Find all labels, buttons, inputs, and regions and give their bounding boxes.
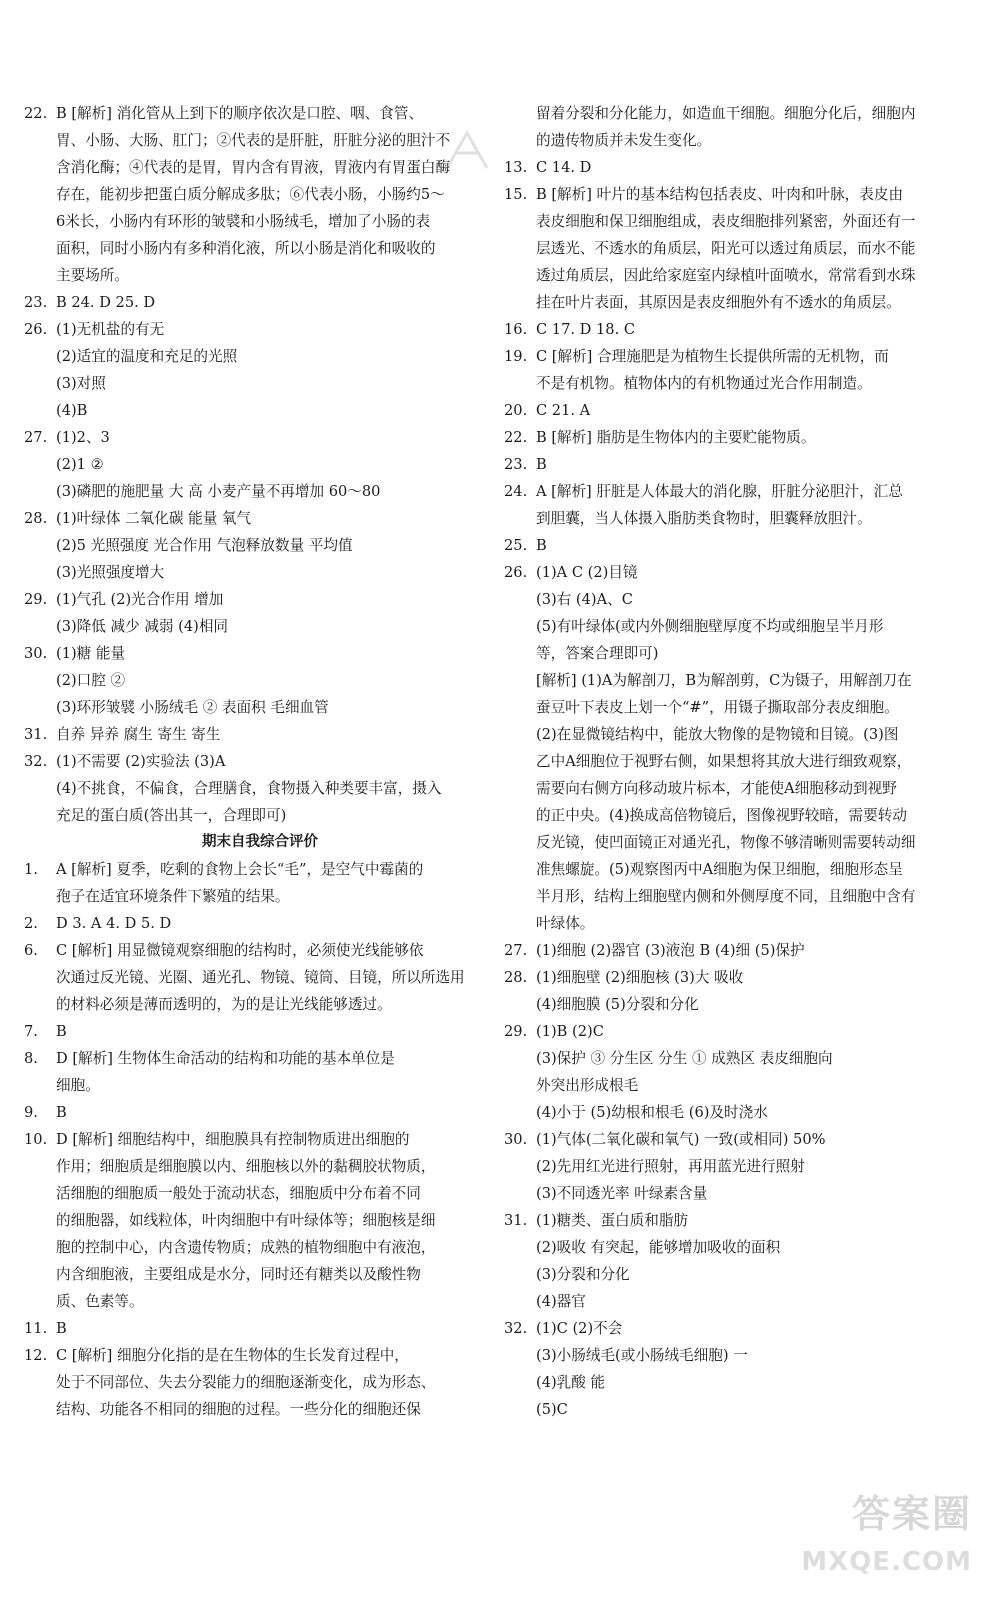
answer-line: C 14. D bbox=[536, 159, 592, 176]
answer-line: 孢子在适宜环境条件下繁殖的结果。 bbox=[56, 888, 290, 905]
answer-line: (1)A C (2)目镜 bbox=[536, 564, 638, 581]
answer-line: (3)光照强度增大 bbox=[56, 564, 165, 581]
answer-entry bbox=[24, 1099, 476, 1126]
question-number: 7. bbox=[24, 1023, 38, 1040]
watermark-top-text: 答案圈 bbox=[851, 1492, 972, 1536]
answer-entry bbox=[24, 100, 476, 289]
answer-line: (4)细胞膜 (5)分裂和分化 bbox=[536, 996, 699, 1013]
answer-line: (1)细胞 (2)器官 (3)液泡 B (4)细 (5)保护 bbox=[536, 942, 805, 959]
answer-entry bbox=[24, 1315, 476, 1342]
answer-entry bbox=[504, 1018, 969, 1126]
answer-line: (2)先用红光进行照射，再用蓝光进行照射 bbox=[536, 1158, 805, 1175]
answer-line: 胃、小肠、大肠、肛门；②代表的是肝脏，肝脏分泌的胆汁不 bbox=[56, 132, 451, 149]
answer-line: 外突出形成根毛 bbox=[536, 1077, 639, 1094]
answer-line: 充足的蛋白质(答出其一，合理即可) bbox=[56, 807, 287, 824]
answer-entry bbox=[504, 451, 969, 478]
answer-line: (1)叶绿体 二氧化碳 能量 氧气 bbox=[56, 510, 252, 527]
answer-line: (1)糖类、蛋白质和脂肪 bbox=[536, 1212, 689, 1229]
answer-line: (2)吸收 有突起，能够增加吸收的面积 bbox=[536, 1239, 781, 1256]
right-column bbox=[504, 100, 969, 1423]
answer-entry bbox=[504, 100, 969, 154]
answer-entry bbox=[24, 856, 476, 910]
answer-line: (4)乳酸 能 bbox=[536, 1374, 606, 1391]
answer-line: 内含细胞液，主要组成是水分，同时还有糖类以及酸性物 bbox=[56, 1266, 421, 1283]
answer-entry bbox=[504, 937, 969, 964]
answer-line: 存在，能初步把蛋白质分解成多肽；⑥代表小肠，小肠约5～ bbox=[56, 186, 445, 203]
answer-line: C 21. A bbox=[536, 402, 591, 419]
answer-line: C [解析] 合理施肥是为植物生长提供所需的无机物，而 bbox=[536, 348, 889, 365]
answer-line: B 24. D 25. D bbox=[56, 294, 156, 311]
answer-entry bbox=[504, 532, 969, 559]
answer-line: (4)B bbox=[56, 402, 88, 419]
question-number: 27. bbox=[504, 942, 528, 959]
question-number: 24. bbox=[504, 483, 528, 500]
answer-line: (1)气体(二氧化碳和氧气) 一致(或相同) 50% bbox=[536, 1131, 826, 1148]
answer-line: (3)分裂和分化 bbox=[536, 1266, 630, 1283]
answer-line: C [解析] 细胞分化指的是在生物体的生长发育过程中， bbox=[56, 1347, 409, 1364]
question-number: 31. bbox=[24, 726, 48, 743]
answer-line: (1)2、3 bbox=[56, 429, 110, 446]
answer-line: A [解析] 夏季，吃剩的食物上会长“毛”，是空气中霉菌的 bbox=[56, 861, 424, 878]
section-title: 期末自我综合评价 bbox=[202, 834, 318, 850]
question-number: 15. bbox=[504, 186, 528, 203]
answer-line: (5)有叶绿体(或内外侧细胞壁厚度不均或细胞呈半月形 bbox=[536, 618, 884, 635]
answer-line: 作用；细胞质是细胞膜以内、细胞核以外的黏稠胶状物质， bbox=[56, 1158, 436, 1175]
answer-line: B bbox=[536, 456, 547, 473]
question-number: 22. bbox=[24, 105, 48, 122]
watermark-logo bbox=[792, 1492, 972, 1578]
question-number: 29. bbox=[24, 591, 48, 608]
answer-line: 的遗传物质并未发生变化。 bbox=[536, 132, 712, 149]
answer-entry bbox=[504, 181, 969, 316]
answer-line: [解析] (1)A为解剖刀，B为解剖剪，C为镊子，用解剖刀在 bbox=[536, 672, 912, 689]
answer-line: 半月形，结构上细胞壁内侧和外侧厚度不同，且细胞中含有 bbox=[536, 888, 916, 905]
answer-line: (2)在显微镜结构中，能放大物像的是物镜和目镜。(3)图 bbox=[536, 726, 899, 743]
answer-entry bbox=[24, 910, 476, 937]
question-number: 29. bbox=[504, 1023, 528, 1040]
answer-line: (1)细胞壁 (2)细胞核 (3)大 吸收 bbox=[536, 969, 744, 986]
question-number: 26. bbox=[24, 321, 48, 338]
answer-line: A [解析] 肝脏是人体最大的消化腺，肝脏分泌胆汁，汇总 bbox=[536, 483, 903, 500]
answer-entry bbox=[504, 316, 969, 343]
answer-line: C 17. D 18. C bbox=[536, 321, 636, 338]
answer-line: 需要向右侧方向移动玻片标本，才能使A细胞移动到视野 bbox=[536, 780, 897, 797]
answer-line: D 3. A 4. D 5. D bbox=[56, 915, 172, 932]
answer-line: (3)环形皱襞 小肠绒毛 ② 表面积 毛细血管 bbox=[56, 699, 329, 716]
answer-line: (1)糖 能量 bbox=[56, 645, 126, 662]
answer-entry bbox=[24, 1126, 476, 1315]
question-number: 25. bbox=[504, 537, 528, 554]
answer-line: (2)1 ② bbox=[56, 456, 104, 473]
question-number: 2. bbox=[24, 915, 38, 932]
answer-entry bbox=[504, 964, 969, 1018]
answer-line: B [解析] 脂肪是生物体内的主要贮能物质。 bbox=[536, 429, 816, 446]
answer-entry bbox=[24, 721, 476, 748]
answer-line: 层透光、不透水的角质层，阳光可以透过角质层，而水不能 bbox=[536, 240, 916, 257]
answer-line: 活细胞的细胞质一般处于流动状态，细胞质中分布着不同 bbox=[56, 1185, 421, 1202]
answer-line: 留着分裂和分化能力，如造血干细胞。细胞分化后，细胞内 bbox=[536, 105, 916, 122]
answer-line: B bbox=[536, 537, 547, 554]
question-number: 27. bbox=[24, 429, 48, 446]
answer-line: 面积，同时小肠内有多种消化液，所以小肠是消化和吸收的 bbox=[56, 240, 436, 257]
answer-line: B bbox=[56, 1320, 67, 1337]
answer-line: B [解析] 叶片的基本结构包括表皮、叶肉和叶脉，表皮由 bbox=[536, 186, 904, 203]
answer-entry bbox=[504, 397, 969, 424]
answer-entry bbox=[504, 1207, 969, 1315]
answer-line: 的材料必须是薄而透明的，为的是让光线能够透过。 bbox=[56, 996, 392, 1013]
answer-line: 细胞。 bbox=[56, 1077, 100, 1094]
question-number: 20. bbox=[504, 402, 528, 419]
answer-entry bbox=[504, 559, 969, 937]
answer-line: (3)降低 减少 减弱 (4)相同 bbox=[56, 618, 229, 635]
answer-line: (4)不挑食，不偏食，合理膳食，食物摄入种类要丰富，摄入 bbox=[56, 780, 442, 797]
answer-line: (4)小于 (5)幼根和根毛 (6)及时浇水 bbox=[536, 1104, 768, 1121]
answer-line: 蚕豆叶下表皮上划一个“#”，用镊子撕取部分表皮细胞。 bbox=[536, 699, 899, 716]
answer-entry bbox=[504, 1315, 969, 1423]
question-number: 31. bbox=[504, 1212, 528, 1229]
answer-entry bbox=[504, 343, 969, 397]
answer-entry bbox=[504, 424, 969, 451]
answer-line: (1)B (2)C bbox=[536, 1023, 604, 1040]
answer-line: (1)气孔 (2)光合作用 增加 bbox=[56, 591, 224, 608]
answer-line: D [解析] 细胞结构中，细胞膜具有控制物质进出细胞的 bbox=[56, 1131, 410, 1148]
answer-entry bbox=[24, 505, 476, 586]
question-number: 22. bbox=[504, 429, 528, 446]
question-number: 9. bbox=[24, 1104, 38, 1121]
question-number: 11. bbox=[24, 1320, 48, 1337]
answer-line: 次通过反光镜、光圈、通光孔、物镜、镜筒、目镜，所以所选用 bbox=[56, 969, 465, 986]
answer-line: C [解析] 用显微镜观察细胞的结构时，必须使光线能够依 bbox=[56, 942, 424, 959]
answer-line: 不是有机物。植物体内的有机物通过光合作用制造。 bbox=[536, 375, 872, 392]
question-number: 19. bbox=[504, 348, 528, 365]
question-number: 12. bbox=[24, 1347, 48, 1364]
answer-entry bbox=[504, 1126, 969, 1207]
answer-line: (3)磷肥的施肥量 大 高 小麦产量不再增加 60～80 bbox=[56, 483, 381, 500]
answer-entry bbox=[504, 478, 969, 532]
answer-line: B bbox=[56, 1023, 67, 1040]
answer-line: (2)5 光照强度 光合作用 气泡释放数量 平均值 bbox=[56, 537, 353, 554]
answer-line: 质、色素等。 bbox=[56, 1293, 144, 1310]
answer-entry bbox=[24, 640, 476, 721]
question-number: 10. bbox=[24, 1131, 48, 1148]
answer-line: (3)小肠绒毛(或小肠绒毛细胞) 一 bbox=[536, 1347, 748, 1364]
question-number: 26. bbox=[504, 564, 528, 581]
answer-line: 的正中央。(4)换成高倍物镜后，图像视野较暗，需要转动 bbox=[536, 807, 907, 824]
left-column bbox=[24, 100, 476, 1423]
answer-line: (2)口腔 ② bbox=[56, 672, 126, 689]
answer-line: 胞的控制中心，内含遗传物质；成熟的植物细胞中有液泡， bbox=[56, 1239, 436, 1256]
question-number: 23. bbox=[24, 294, 48, 311]
answer-line: (4)器官 bbox=[536, 1293, 586, 1310]
answer-line: D [解析] 生物体生命活动的结构和功能的基本单位是 bbox=[56, 1050, 395, 1067]
answer-line: B bbox=[56, 1104, 67, 1121]
answer-entry bbox=[24, 586, 476, 640]
answer-line: (2)适宜的温度和充足的光照 bbox=[56, 348, 238, 365]
answer-entry bbox=[24, 1045, 476, 1099]
answer-line: (3)保护 ③ 分生区 分生 ① 成熟区 表皮细胞向 bbox=[536, 1050, 833, 1067]
answer-line: 准焦螺旋。(5)观察图丙中A细胞为保卫细胞，细胞形态呈 bbox=[536, 861, 903, 878]
answer-line: (1)C (2)不会 bbox=[536, 1320, 623, 1337]
answer-entry bbox=[24, 289, 476, 316]
question-number: 32. bbox=[504, 1320, 528, 1337]
watermark-bottom-text: MXQE.COM bbox=[801, 1547, 972, 1577]
answer-line: 挂在叶片表面，其原因是表皮细胞外有不透水的角质层。 bbox=[536, 294, 901, 311]
question-number: 32. bbox=[24, 753, 48, 770]
answer-line: (5)C bbox=[536, 1401, 568, 1418]
answer-entry bbox=[24, 424, 476, 505]
answer-entry bbox=[24, 1342, 476, 1423]
answer-line: (1)无机盐的有无 bbox=[56, 321, 165, 338]
answer-line: 等，答案合理即可) bbox=[536, 645, 659, 662]
question-number: 13. bbox=[504, 159, 528, 176]
answer-line: 透过角质层，因此给家庭室内绿植叶面喷水，常常看到水珠 bbox=[536, 267, 916, 284]
answer-entry bbox=[24, 937, 476, 1018]
answer-entry bbox=[24, 1018, 476, 1045]
faint-stamp-mark bbox=[437, 128, 497, 178]
answer-line: 处于不同部位、失去分裂能力的细胞逐渐变化，成为形态、 bbox=[56, 1374, 436, 1391]
question-number: 28. bbox=[504, 969, 528, 986]
question-number: 28. bbox=[24, 510, 48, 527]
question-number: 30. bbox=[24, 645, 48, 662]
answer-line: 反光镜，使凹面镜正对通光孔，物像不够清晰则需要转动细 bbox=[536, 834, 916, 851]
answer-line: (3)对照 bbox=[56, 375, 106, 392]
answer-entry bbox=[24, 748, 476, 829]
question-number: 6. bbox=[24, 942, 38, 959]
answer-line: (3)右 (4)A、C bbox=[536, 591, 633, 608]
answer-entry bbox=[504, 154, 969, 181]
question-number: 8. bbox=[24, 1050, 38, 1067]
answer-line: 自养 异养 腐生 寄生 寄生 bbox=[56, 726, 221, 743]
question-number: 16. bbox=[504, 321, 528, 338]
answer-line: (1)不需要 (2)实验法 (3)A bbox=[56, 753, 226, 770]
answer-line: B [解析] 消化管从上到下的顺序依次是口腔、咽、食管、 bbox=[56, 105, 424, 122]
answer-line: 表皮细胞和保卫细胞组成，表皮细胞排列紧密，外面还有一 bbox=[536, 213, 916, 230]
answer-line: (3)不同透光率 叶绿素含量 bbox=[536, 1185, 708, 1202]
answer-line: 叶绿体。 bbox=[536, 915, 595, 932]
answer-line: 到胆囊，当人体摄入脂肪类食物时，胆囊释放胆汁。 bbox=[536, 510, 872, 527]
answer-line: 含消化酶；④代表的是胃，胃内含有胃液，胃液内有胃蛋白酶 bbox=[56, 159, 451, 176]
question-number: 1. bbox=[24, 861, 38, 878]
answer-line: 结构、功能各不相同的细胞的过程。一些分化的细胞还保 bbox=[56, 1401, 421, 1418]
answer-line: 的细胞器，如线粒体，叶肉细胞中有叶绿体等；细胞核是细 bbox=[56, 1212, 436, 1229]
answer-line: 乙中A细胞位于视野右侧，如果想将其放大进行细致观察， bbox=[536, 753, 912, 770]
answer-line: 6米长，小肠内有环形的皱襞和小肠绒毛，增加了小肠的表 bbox=[56, 213, 431, 230]
question-number: 30. bbox=[504, 1131, 528, 1148]
answer-line: 主要场所。 bbox=[56, 267, 129, 284]
answer-entry bbox=[24, 316, 476, 424]
question-number: 23. bbox=[504, 456, 528, 473]
